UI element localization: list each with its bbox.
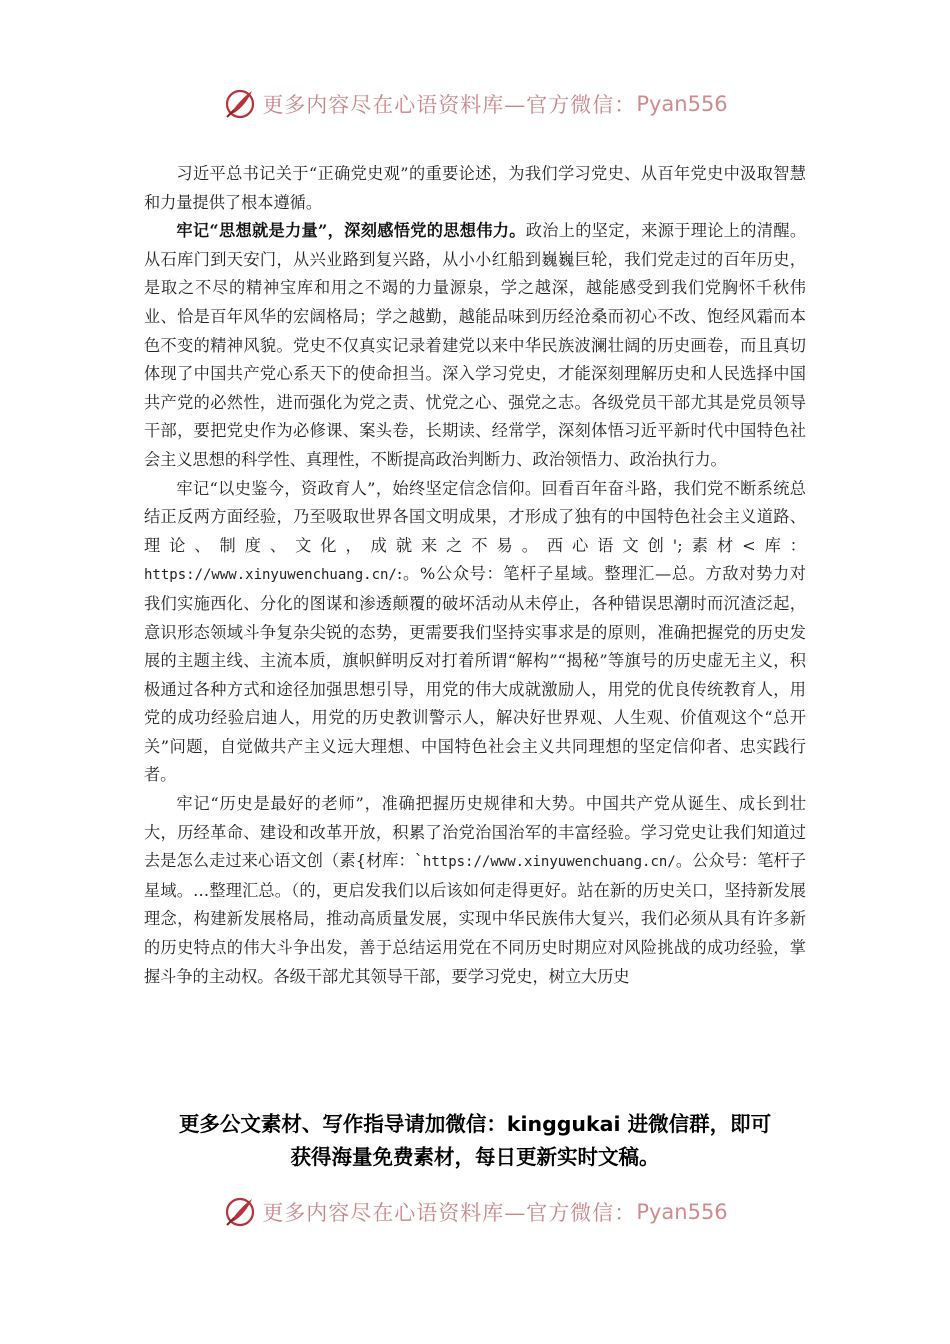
- paragraph-1: 习近平总书记关于“正确党史观”的重要论述，为我们学习党史、从百年党史中汲取智慧和力量提供了根本遵循。: [144, 164, 806, 212]
- quill-logo-icon: [222, 1194, 258, 1230]
- paragraph-3-url: https://www.xinyuwenchuang.cn/: [144, 567, 397, 584]
- paragraph-2-heading: 牢记“思想就是力量”，深刻感悟党的思想伟力。: [176, 221, 526, 241]
- promo-line-2: 获得海量免费素材，每日更新实时文稿。: [290, 1145, 660, 1169]
- paragraph-2: 牢记“思想就是力量”，深刻感悟党的思想伟力。政治上的坚定，来源于理论上的清醒。从石库门到天安门，从兴业路到复兴路，从小小红船到巍巍巨轮，我们党走过的百年历史，是取之不尽的精神宝库和用之不竭的力量源泉，学之越深，越能感受到我们党胸怀千秋伟业、恰是百年风华的宏阔格局；学之越勤，越能品味到历经沧桑而初心不改、饱经风霜而本色不变的精神风貌。党史不仅真实记录着建党以来中华民族波澜壮阔的历史画卷，而且真切体现了中国共产党心系天下的使命担当。深入学习党史，才能深刻理解历史和人民选择中国共产党的必然性，进而强化为党之责、忧党之心、强党之志。各级党员干部尤其是党员领导干部，要把党史作为必修课、案头卷，长期读、经常学，深刻体悟习近平新时代中国特色社会主义思想的科学性、真理性，不断提高政治判断力、政治领悟力、政治执行力。: [144, 221, 807, 469]
- quill-logo-icon: [222, 86, 258, 122]
- paragraph-3: 牢记“以史鉴今，资政育人”，始终坚定信念信仰。回看百年奋斗路，我们党不断系统总结正反两方面经验，乃至吸取世界各国文明成果，才形成了独有的中国特色社会主义道路、理论、制度、文化，成就来之不易。西心语文创';素材<库：https://www.xinyuwenchuang.cn/:。%公众号：笔杆子星域。整理汇—总。方敌对势力对我们实施西化、分化的图谋和渗透颠覆的破坏活动从未停止，各种错误思潮时而沉渣泛起，意识形态领域斗争复杂尖锐的态势，更需要我们坚持实事求是的原则，准确把握党的历史发展的主题主线、主流本质，旗帜鲜明反对打着所谓“解构”“揭秘”等旗号的历史虚无主义，积极通过各种方式和途径加强思想引导，用党的伟大成就激励人，用党的优良传统教育人，用党的成功经验启迪人，用党的历史教训警示人，解决好世界观、人生观、价值观这个“总开关”问题，自觉做共产主义远大理想、中国特色社会主义共同理想的坚定信仰者、忠实践行者。: [144, 478, 806, 785]
- article-body: [144, 160, 806, 991]
- header-wechat-id: Pyan556: [636, 92, 728, 116]
- header-banner: [0, 84, 950, 124]
- paragraph-4: 牢记“历史是最好的老师”，准确把握历史规律和大势。中国共产党从诞生、成长到壮大，历经革命、建设和改革开放，积累了治党治国治军的丰富经验。学习党史让我们知道过去是怎么走过来心语文创（素{材库：`https://www.xinyuwenchuang.cn/。公众号：笔杆子星域。…整理汇总。（的，更启发我们以后该如何走得更好。站在新的历史关口，坚持新发展理念，构建新发展格局，推动高质量发展，实现中华民族伟大复兴，我们必须从具有许多新的历史特点的伟大斗争出发，善于总结运用党在不同历史时期应对风险挑战的成功经验，掌握斗争的主动权。各级干部尤其领导干部，要学习党史，树立大历史: [144, 794, 806, 986]
- promo-line-1: 更多公文素材、写作指导请加微信：kinggukai 进微信群，即可: [178, 1112, 772, 1136]
- promo-notice: [100, 1108, 850, 1174]
- footer-wechat-id: Pyan556: [636, 1200, 728, 1224]
- header-banner-text: 更多内容尽在心语资料库—官方微信：: [262, 93, 637, 117]
- footer-banner: [0, 1192, 950, 1232]
- footer-banner-text: 更多内容尽在心语资料库—官方微信：: [262, 1201, 637, 1225]
- paragraph-4-url: https://www.xinyuwenchuang.cn/: [422, 854, 676, 871]
